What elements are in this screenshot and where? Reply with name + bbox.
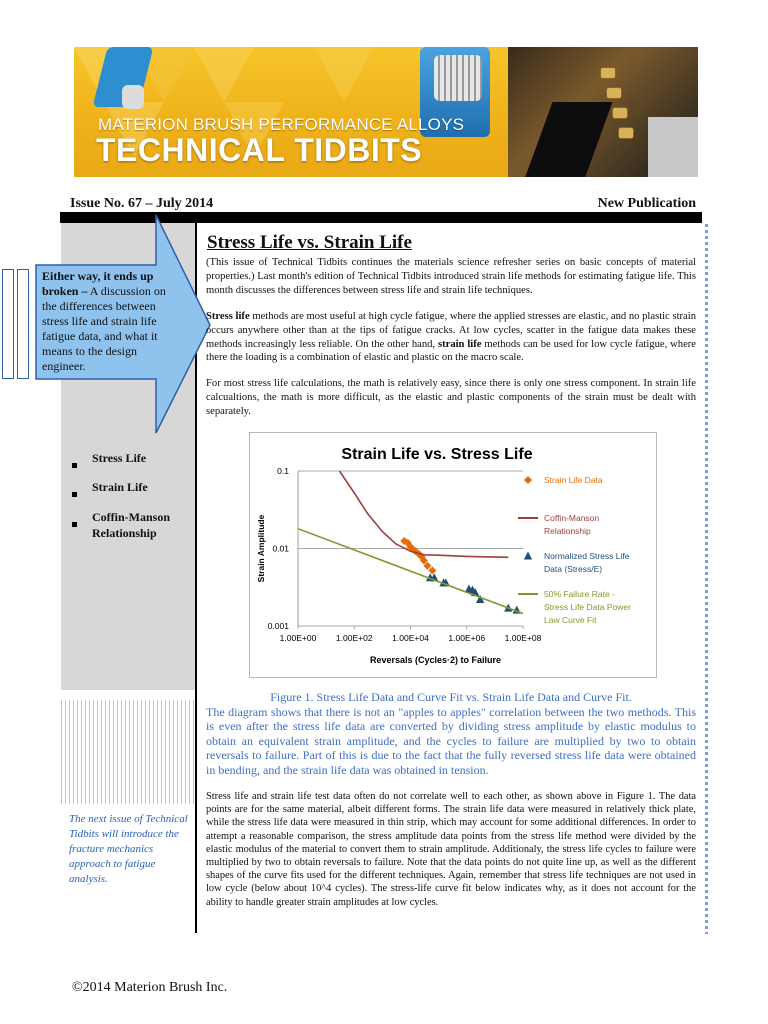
bullet-marker	[72, 514, 91, 532]
issue-number: Issue No. 67 – July 2014	[70, 196, 214, 211]
topic-coffin-manson: Coffin-Manson Relationship	[92, 510, 171, 540]
x-tick-label: 1.00E+08	[504, 633, 542, 643]
legend-label: Stress Life Data Power	[544, 602, 631, 612]
paragraph-4: Stress life and strain life test data often do not correlate well to each other, as shown above in Figure 1. The data points are for the same material, albeit different forms. The strain life data were measured in relatively thick plate, while the stress life data were measured in thin strip, which may account for some additional differences. In order to attempt a reasonable comparison, the stress amplitude data points from the stress life method were divided by the elastic modulus of the material to convert them to strain amplitude. Additionaly, the stress life cycles to failure were multiplied by two to obtain reversals to failure. Note that the data points do not quite line up, as well as the different shapes of the curve fits used for the different techniques. Again, remember that stress life techniques are not used in low cycle (below about 10^4 cycles). The stress-life curve fit below indicates why, as it does not account for the ability to handle greater strain amplitudes at low cycles.	[206, 791, 696, 908]
x-tick-label: 1.00E+06	[448, 633, 486, 643]
callout-text	[42, 269, 180, 374]
legend-label: Coffin-Manson	[544, 513, 600, 523]
intro-paragraph: (This issue of Technical Tidbits continues the materials science refresher series on basic concepts of material properties.) Last month's edition of Technical Tidbits introduced strain life methods for estimating fatigue life. This month discusses the differences between stress life and strain life techniques.	[206, 257, 696, 296]
legend-label: Normalized Stress Life	[544, 551, 630, 561]
term-stress-life: Stress life	[206, 311, 250, 322]
legend-label: Strain Life Data	[544, 475, 603, 485]
y-axis-label: Strain Amplitude	[256, 514, 266, 583]
legend-swatch	[524, 476, 532, 484]
data-point-diamond	[428, 567, 436, 575]
series-line	[340, 471, 509, 557]
figure-caption-label: Figure 1. Stress Life Data and Curve Fit vs. Strain Life Data and Curve Fit.	[270, 690, 632, 704]
chart-frame	[249, 432, 657, 678]
topic-strain-life: Strain Life	[92, 480, 148, 494]
x-tick-label: 1.00E+04	[392, 633, 429, 643]
legend-label: 50% Failure Rate -	[544, 589, 615, 599]
paragraph-2-text-a: methods are most useful at high cycle fatigue, where the applied stresses are elastic, and no plastic strain occurs anywhere other than at the tips of fatigue cracks. At low cycles, scatter in the fatigue data makes these methods increasingly less reliable. On the other hand,	[206, 311, 696, 350]
bullet-marker	[72, 455, 91, 473]
legend-swatch	[524, 552, 532, 560]
y-tick-label: 0.01	[272, 543, 289, 554]
plug-contacts-image	[434, 55, 482, 101]
y-tick-label: 0.1	[277, 466, 289, 476]
copyright: ©2014 Materion Brush Inc.	[72, 980, 228, 995]
article-title: Stress Life vs. Strain Life	[207, 232, 412, 253]
series-line	[298, 529, 523, 614]
callout-body: A discussion on the differences between stress life and strain life fatigue data, and what it means to the design engineer.	[42, 284, 166, 373]
term-strain-life: strain life	[437, 338, 482, 350]
banner-subtitle: MATERION BRUSH PERFORMANCE ALLOYS	[98, 115, 465, 134]
chart-title: Strain Life vs. Stress Life	[341, 446, 533, 463]
sidebar-frame-left	[2, 269, 14, 379]
sidebar-stripes	[61, 700, 195, 804]
banner-title: TECHNICAL TIDBITS	[96, 132, 423, 168]
publication-type: New Publication	[597, 196, 696, 211]
legend-label: Law Curve Fit	[544, 615, 597, 625]
legend-label: Relationship	[544, 526, 591, 536]
x-tick-label: 1.00E+00	[279, 633, 317, 643]
dotted-border	[705, 224, 708, 934]
y-tick-label: 0.001	[267, 621, 289, 631]
figure-caption-body: The diagram shows that there is not an "apples to apples" correlation between the two methods. This is even after the stress life data are converted by dividing stress amplitude by elastic modulus to obtain an equivalent strain amplitude, and the cycles to failure are multiplied by two to obtain reversals to failure. Part of this is due to the fact that the fully reversed stress life data were obtained in bending, and the strain life data was obtained in tension.	[206, 704, 696, 777]
paragraph-3: For most stress life calculations, the math is relatively easy, since there is only one stress component. In strain life calcualtions, the math is more difficult, as the elastic and plastic components of the strain must be dealt with separately.	[206, 378, 696, 417]
banner	[74, 47, 698, 177]
topic-stress-life: Stress Life	[92, 451, 147, 465]
x-tick-label: 1.00E+02	[335, 633, 373, 643]
paragraph-2-text-b: methods can be used for low cycle fatigue, where there the loading is a combination of elastic and plastic on the macro scale.	[206, 338, 696, 364]
paragraph-2	[206, 310, 696, 365]
x-axis-label: Reversals (Cycles·2) to Failure	[369, 655, 502, 665]
connector-image	[122, 85, 144, 109]
legend-label: Data (Stress/E)	[544, 564, 603, 574]
figure-caption	[206, 690, 696, 778]
callout-lead: Either way, it ends up broken –	[42, 269, 154, 298]
next-issue-note: The next issue of Technical Tidbits will introduce the fracture mechanics approach to fatigue analysis.	[69, 813, 188, 885]
sidebar-frame-right	[17, 269, 29, 379]
bullet-marker	[72, 484, 91, 502]
strain-life-chart	[250, 433, 656, 677]
connector-photo	[508, 47, 698, 177]
